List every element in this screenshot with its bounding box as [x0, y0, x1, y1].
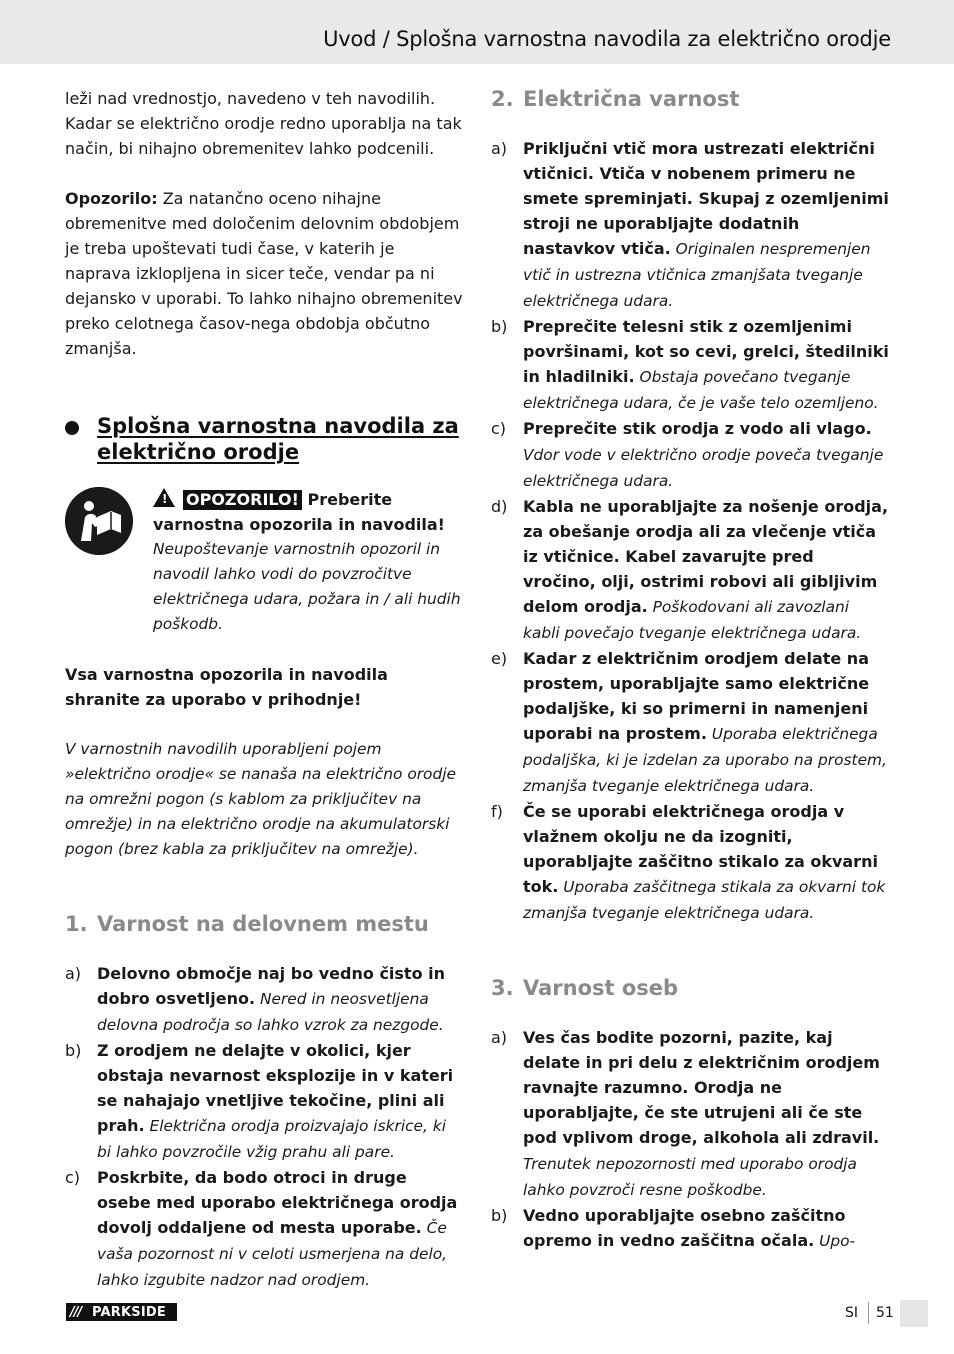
item-bold: Kabla ne uporabljajte za nošenje orodja, za obešanje orodja ali za vlečenje vtiča iz vtičnice. Kabel zavarujte pred vročino, olji, ostrimi robovi ali gibljivim delom orodja. [523, 497, 889, 616]
warning-badge: OPOZORILO! [183, 490, 302, 510]
warning-italic-text: Neupoštevanje varnostnih opozoril in navodil lahko vodi do povzročitve električnega udara, požara in / ali hudih poškodb. [153, 540, 461, 633]
warning-bold-text: Preberite varnostna opozorila in navodila! [153, 490, 445, 534]
item-label: f) [491, 802, 503, 821]
note-paragraph [65, 186, 463, 361]
bullet-icon [65, 421, 79, 435]
heading-number: 1. [65, 912, 88, 936]
item-label: b) [491, 1206, 508, 1225]
item-label: b) [491, 317, 508, 336]
section-heading [65, 413, 463, 465]
work-area-list [65, 961, 463, 1293]
page-number: 51 [876, 1305, 894, 1321]
item-italic: Poškodovani ali zavozlani kabli povečajo tveganje električnega udara. [523, 598, 862, 642]
note-text: Za natančno oceno nihajne obremenitve med določenim delovnim obdobjem je treba upoštevati tudi čase, v katerih je naprava izklopljena in sicer teče, vendar pa ni dejansko v uporabi. To lahko nihajno obremenitev preko celotnega časov-nega obdobja občutno zmanjša. [65, 189, 463, 358]
item-bold: Preprečite stik orodja z vodo ali vlago. [523, 419, 872, 438]
warning-italic-paragraph [65, 537, 463, 637]
item-italic: Če vaša pozornost ni v celoti usmerjena na delo, lahko izgubite nadzor nad orodjem. [97, 1219, 448, 1289]
item-label: c) [65, 1168, 81, 1187]
heading-text: Električna varnost [523, 87, 740, 111]
item-bold: Delovno območje naj bo vedno čisto in dobro osvetljeno. [97, 964, 446, 1008]
item-label: d) [491, 497, 508, 516]
list-item [65, 1165, 463, 1293]
list-item [491, 494, 889, 646]
heading-work-area-safety [65, 911, 463, 937]
item-italic: Upo- [814, 1232, 856, 1250]
definition-text: V varnostnih navodilih uporabljeni pojem »električno orodje« se nanaša na električno orodje na omrežni pogon (s kablom za priključitev na omrežje) in na električno orodje na akumulatorski pogon (brez kabla za priključitev na omrežje). [65, 740, 456, 858]
list-item [491, 136, 889, 314]
item-label: a) [491, 139, 508, 158]
list-item [65, 1038, 463, 1165]
item-label: c) [491, 419, 507, 438]
item-label: a) [65, 964, 82, 983]
language-code: SI [845, 1305, 859, 1321]
item-label: e) [491, 649, 508, 668]
left-column [65, 86, 463, 1293]
electrical-safety-list [491, 136, 889, 926]
heading-text: Varnost na delovnem mestu [97, 912, 429, 936]
intro-paragraph: leži nad vrednostjo, navedeno v teh navodilih. Kadar se električno orodje redno uporablja na tak način, bi nihajno obremenitev lahko podcenili. [65, 89, 462, 158]
list-item [491, 416, 889, 494]
item-bold: Kadar z električnim orodjem delate na prostem, uporabljajte samo električne podaljške, ki so primerni in namenjeni uporabi na prostem. [523, 649, 870, 743]
item-bold: Poskrbite, da bodo otroci in druge osebe med uporabo električnega orodja dovolj oddaljene od mesta uporabe. [97, 1168, 458, 1237]
item-italic: Uporaba električnega podaljška, ki je izdelan za uporabo na prostem, zmanjša tveganje električnega udara. [523, 725, 887, 795]
item-italic: Vdor vode v električno orodje poveča tveganje električnega udara. [523, 446, 884, 490]
list-item [65, 961, 463, 1038]
keep-instructions-text: Vsa varnostna opozorila in navodila shranite za uporabo v prihodnje! [65, 665, 388, 709]
item-bold: Z orodjem ne delajte v okolici, kjer obstaja nevarnost eksplozije in v kateri se nahajajo vnetljive tekočine, plini ali prah. [97, 1041, 454, 1135]
item-label: b) [65, 1041, 82, 1060]
item-bold: Vedno uporabljajte osebno zaščitno opremo in vedno zaščitna očala. [523, 1206, 846, 1250]
footer-divider [868, 1302, 869, 1324]
right-column [491, 86, 889, 1254]
personal-safety-list [491, 1025, 889, 1254]
page-title: Uvod / Splošna varnostna navodila za električno orodje [323, 27, 891, 51]
item-italic: Originalen nespremenjen vtič in ustrezna vtičnica zmanjšata tveganje električnega udara. [523, 240, 871, 310]
item-bold: Če se uporabi električnega orodja v vlažnem okolju ne da izogniti, uporabljajte zaščitno stikalo za okvarni tok. [523, 802, 878, 896]
item-bold: Priključni vtič mora ustrezati električni vtičnici. Vtiča v nobenem primeru ne smete spreminjati. Skupaj z ozemljenimi stroji ne uporabljajte dodatnih nastavkov vtiča. [523, 139, 889, 258]
warning-triangle-icon: ! [153, 488, 175, 507]
page-tab-marker [900, 1300, 928, 1327]
parkside-logo [66, 1303, 177, 1321]
heading-text: Varnost oseb [523, 976, 679, 1000]
read-manual-icon [65, 487, 133, 555]
item-italic: Obstaja povečano tveganje električnega udara, če je vaše telo ozemljeno. [523, 368, 879, 412]
warning-block [65, 487, 463, 637]
keep-instructions [65, 662, 463, 712]
definition-paragraph [65, 737, 463, 862]
item-bold: Ves čas bodite pozorni, pazite, kaj delate in pri delu z električnim orodjem ravnajte razumno. Orodja ne uporabljajte, če ste utrujeni ali če ste pod vplivom droge, alkohola ali zdravil. [523, 1028, 880, 1147]
heading-number: 3. [491, 976, 514, 1000]
heading-electrical-safety [491, 86, 889, 112]
section-heading-text: Splošna varnostna navodila za električno orodje [97, 414, 459, 464]
item-italic: Električna orodja proizvajajo iskrice, ki bi lahko povzročile vžig prahu ali pare. [97, 1117, 447, 1161]
item-italic: Trenutek nepozornosti med uporabo orodja lahko povzroči resne poškodbe. [523, 1155, 857, 1199]
list-item [491, 314, 889, 416]
item-italic: Nered in neosvetljena delovna področja so lahko vzrok za nezgode. [97, 990, 444, 1034]
list-item [491, 1203, 889, 1254]
heading-number: 2. [491, 87, 514, 111]
item-bold: Preprečite telesni stik z ozemljenimi površinami, kot so cevi, grelci, štedilniki in hladilniki. [523, 317, 889, 386]
list-item [491, 799, 889, 926]
logo-brand: PARKSIDE [92, 1304, 166, 1320]
logo-slashes: /// [70, 1304, 82, 1320]
item-label: a) [491, 1028, 508, 1047]
list-item [491, 1025, 889, 1203]
list-item [491, 646, 889, 799]
item-italic: Uporaba zaščitnega stikala za okvarni tok zmanjša tveganje električnega udara. [523, 878, 886, 922]
note-label: Opozorilo: [65, 189, 158, 208]
heading-personal-safety [491, 975, 889, 1001]
